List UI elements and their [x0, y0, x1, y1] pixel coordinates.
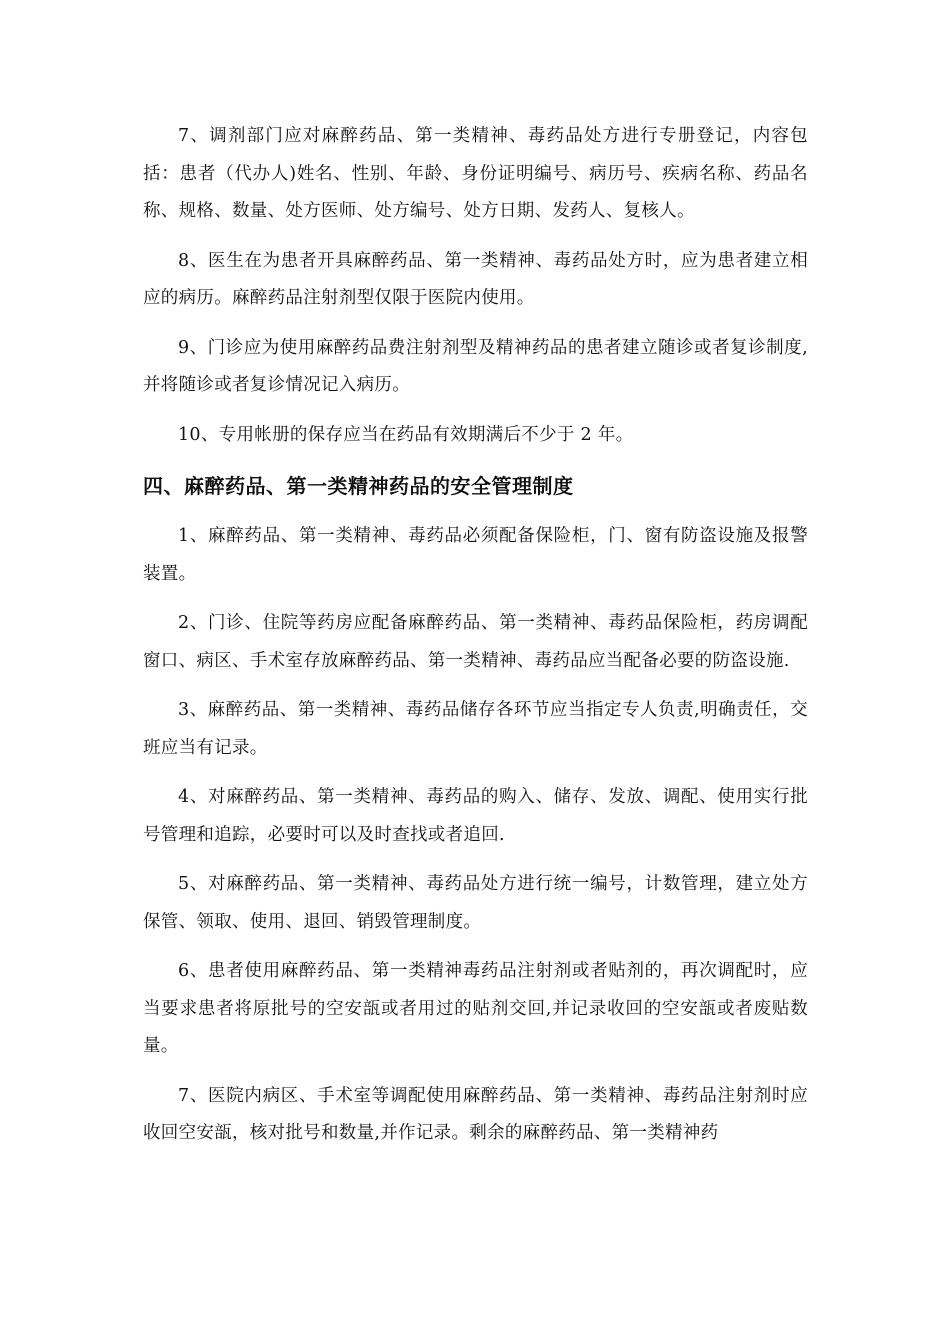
- document-body: [143, 118, 808, 1153]
- paragraph-item-8: 8、医生在为患者开具麻醉药品、第一类精神、毒药品处方时，应为患者建立相应的病历。麻醉药品注射剂型仅限于医院内使用。: [143, 250, 808, 308]
- paragraph-item-3: 3、麻醉药品、第一类精神、毒药品储存各环节应当指定专人负责,明确责任，交班应当有记录。: [143, 700, 808, 758]
- paragraph-item-7: 7、调剂部门应对麻醉药品、第一类精神、毒药品处方进行专册登记，内容包括：患者（代办人)姓名、性别、年龄、身份证明编号、病历号、疾病名称、药品名称、规格、数量、处方医师、处方编号、处方日期、发药人、复核人。: [143, 126, 808, 221]
- paragraph-item-9: 9、门诊应为使用麻醉药品费注射剂型及精神药品的患者建立随诊或者复诊制度,并将随诊或者复诊情况记入病历。: [143, 337, 808, 395]
- paragraph-item-6: 6、患者使用麻醉药品、第一类精神毒药品注射剂或者贴剂的，再次调配时，应当要求患者将原批号的空安瓿或者用过的贴剂交回,并记录收回的空安瓿或者废贴数量。: [143, 961, 808, 1056]
- paragraph-item-5: 5、对麻醉药品、第一类精神、毒药品处方进行统一编号，计数管理，建立处方保管、领取、使用、退回、销毁管理制度。: [143, 874, 808, 932]
- paragraph-item-2: 2、门诊、住院等药房应配备麻醉药品、第一类精神、毒药品保险柜，药房调配窗口、病区、手术室存放麻醉药品、第一类精神、毒药品应当配备必要的防盗设施.: [143, 613, 808, 671]
- paragraph-item-10: 10、专用帐册的保存应当在药品有效期满后不少于 2 年。: [178, 424, 634, 445]
- paragraph-item-1: 1、麻醉药品、第一类精神、毒药品必须配备保险柜，门、窗有防盗设施及报警装置。: [143, 526, 808, 584]
- paragraph-item-4: 4、对麻醉药品、第一类精神、毒药品的购入、储存、发放、调配、使用实行批号管理和追踪，必要时可以及时查找或者追回.: [143, 787, 808, 845]
- paragraph-item-7b: 7、医院内病区、手术室等调配使用麻醉药品、第一类精神、毒药品注射剂时应收回空安瓿，核对批号和数量,并作记录。剩余的麻醉药品、第一类精神药: [143, 1085, 808, 1143]
- section-heading: 四、麻醉药品、第一类精神药品的安全管理制度: [143, 474, 574, 498]
